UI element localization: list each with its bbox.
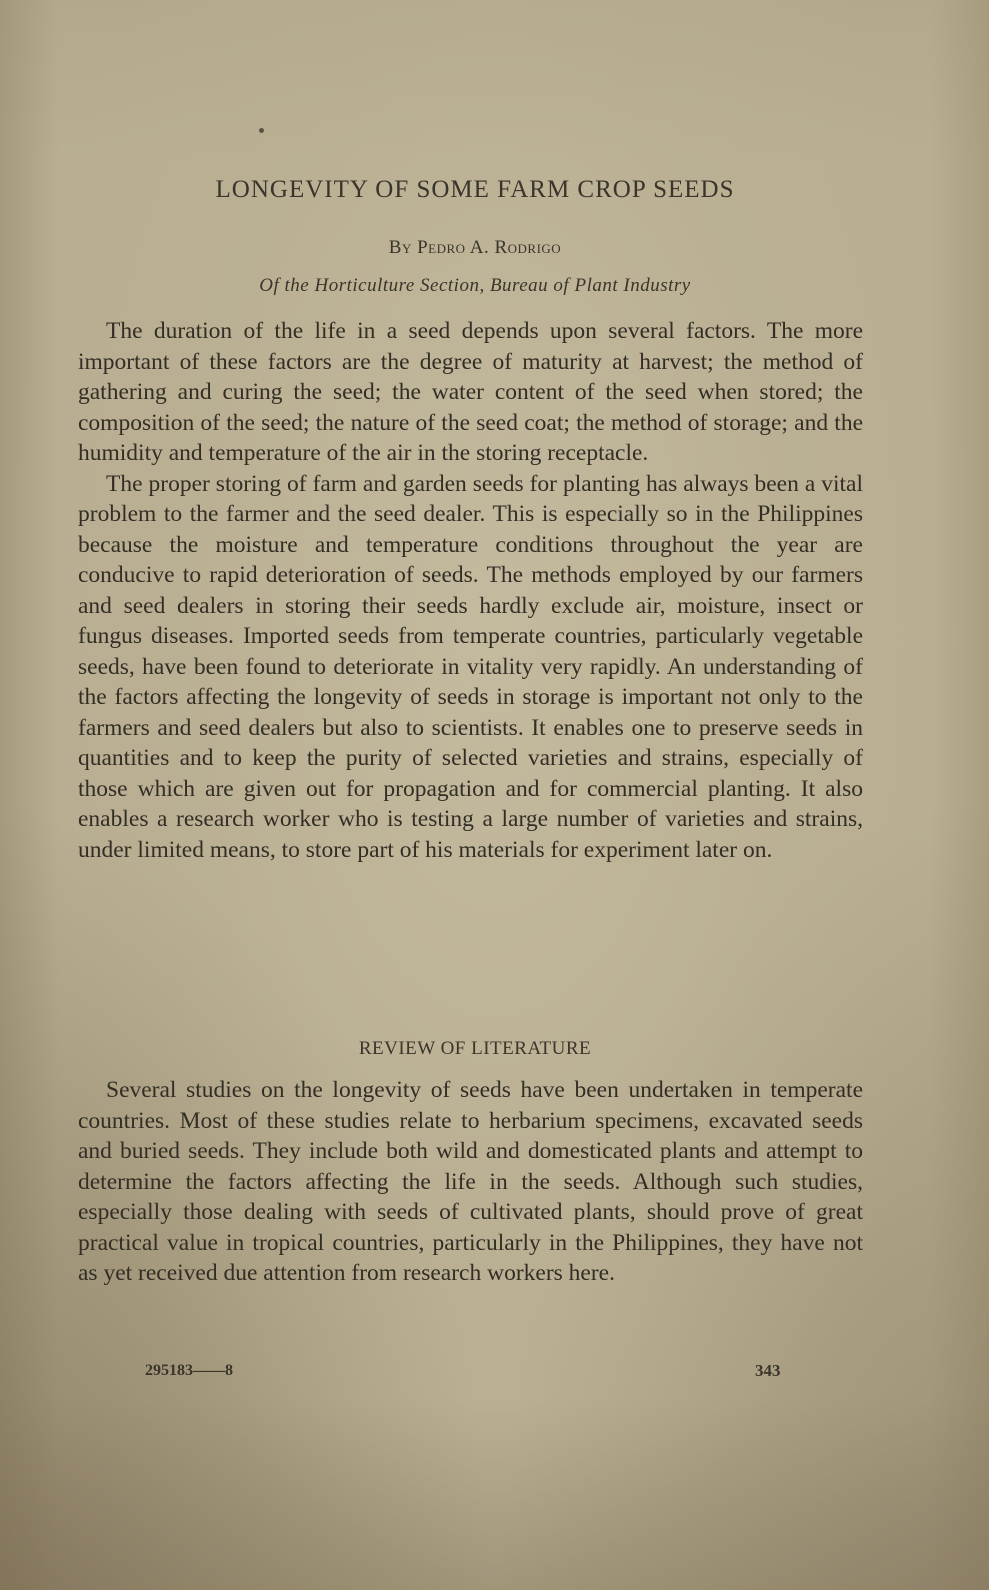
- review-text: [78, 1075, 863, 1289]
- paragraph-3: Several studies on the longevity of seeds have been undertaken in temperate countries. Most of these studies relate to herbarium specimens, excavated seeds and buried seeds. They include both wild and domesticated plants and attempt to determine the factors affecting the life in the seeds. Although such studies, especially those dealing with seeds of cultivated plants, should prove of great practical value in tropical countries, particularly in the Philippines, they have not as yet received due attention from research workers here.: [78, 1077, 863, 1286]
- article-title: LONGEVITY OF SOME FARM CROP SEEDS: [215, 176, 735, 203]
- paragraph-1: The duration of the life in a seed depends upon several factors. The more important of these factors are the degree of maturity at harvest; the method of gathering and curing the seed; the water content of the seed when stored; the composition of the seed; the nature of the seed coat; the method of storage; and the humidity and temperature of the air in the storing receptacle.: [78, 318, 863, 466]
- author-affiliation: Of the Horticulture Section, Bureau of Plant Industry: [259, 275, 691, 296]
- page-number: 343: [755, 1361, 781, 1380]
- introduction-text: [78, 316, 863, 865]
- paragraph-2: The proper storing of farm and garden seeds for planting has always been a vital problem to the farmer and the seed dealer. This is especially so in the Philippines because the moisture and temperature conditions throughout the year are conducive to rapid deterioration of seeds. The methods employed by our farmers and seed dealers in storing their seeds hardly exclude air, moisture, insect or fungus diseases. Imported seeds from temperate countries, particularly vegetable seeds, have been found to deteriorate in vitality very rapidly. An understanding of the factors affecting the longevity of seeds in storage is important not only to the farmers and seed dealers but also to scientists. It enables one to preserve seeds in quantities and to keep the purity of selected varieties and strains, especially of those which are given out for propagation and for commercial planting. It also enables a research worker who is testing a large number of varieties and strains, under limited means, to store part of his materials for experiment later on.: [78, 470, 863, 863]
- section-heading: REVIEW OF LITERATURE: [358, 1038, 592, 1059]
- article-author: By Pedro A. Rodrigo: [388, 237, 562, 258]
- printer-signature: 295183——8: [145, 1362, 233, 1379]
- ink-speck: [259, 128, 264, 133]
